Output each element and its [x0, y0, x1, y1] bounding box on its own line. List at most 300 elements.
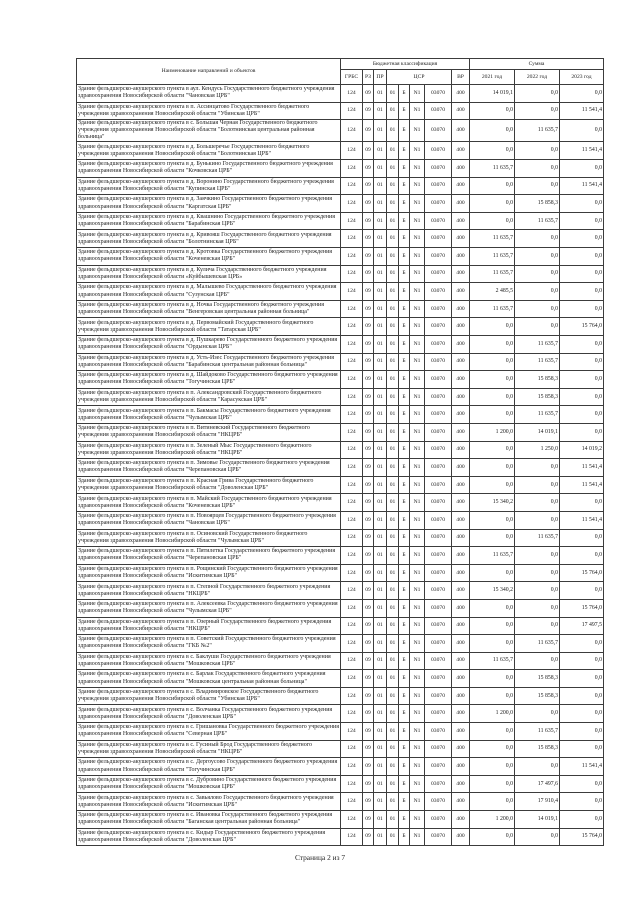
vr-cell: 400	[452, 353, 470, 371]
csr-subprogram-cell: Б	[399, 476, 410, 494]
vr-cell: 400	[452, 723, 470, 741]
object-name-cell: Здание фельдшерско-акушерского пункта в п. Озерный Государственного бюджетного учреждения здравоохранения Новосибирской области "НКЦРБ"	[77, 617, 341, 635]
csr-direction-cell: 03070	[425, 511, 452, 529]
amount-2021-cell: 11 635,7	[470, 160, 515, 178]
table-row	[77, 723, 604, 741]
csr-program-cell: 01	[387, 388, 399, 406]
amount-2021-cell: 1 200,0	[470, 423, 515, 441]
csr-direction-cell: 03070	[425, 582, 452, 600]
amount-2023-cell: 0,0	[560, 547, 604, 565]
csr-subprogram-cell: Б	[399, 102, 410, 120]
object-name-cell: Здание фельдшерско-акушерского пункта в д. Первомайский Государственного бюджетного учреждения здравоохранения Новосибирской области "Татарская ЦРБ"	[77, 318, 341, 336]
amount-2022-cell: 0,0	[515, 230, 560, 248]
amount-2023-cell: 11 541,4	[560, 511, 604, 529]
amount-2022-cell: 14 019,1	[515, 423, 560, 441]
amount-2021-cell: 0,0	[470, 441, 515, 459]
grbs-cell: 124	[341, 283, 363, 301]
csr-project-cell: N1	[410, 582, 425, 600]
rz-cell: 09	[363, 406, 374, 424]
csr-program-cell: 01	[387, 635, 399, 653]
object-name-cell: Здание фельдшерско-акушерского пункта в п. Бакмасы Государственного бюджетного учреждения здравоохранения Новосибирской области "Чулымская ЦРБ"	[77, 406, 341, 424]
object-name-cell: Здание фельдшерско-акушерского пункта в д. Квашнино Государственного бюджетного учреждения здравоохранения Новосибирской области "Барабинская ЦРБ"	[77, 212, 341, 230]
csr-program-cell: 01	[387, 160, 399, 178]
amount-2022-cell: 15 858,3	[515, 740, 560, 758]
csr-subprogram-cell: Б	[399, 687, 410, 705]
csr-subprogram-cell: Б	[399, 406, 410, 424]
column-header-grbs: ГРБС	[341, 70, 363, 85]
grbs-cell: 124	[341, 160, 363, 178]
amount-2023-cell: 0,0	[560, 740, 604, 758]
rz-cell: 09	[363, 599, 374, 617]
grbs-cell: 124	[341, 511, 363, 529]
table-row	[77, 195, 604, 213]
amount-2023-cell: 0,0	[560, 388, 604, 406]
rz-cell: 09	[363, 318, 374, 336]
amount-2021-cell: 11 635,7	[470, 652, 515, 670]
amount-2023-cell: 0,0	[560, 687, 604, 705]
csr-direction-cell: 03070	[425, 265, 452, 283]
table-row	[77, 142, 604, 160]
table-row	[77, 85, 604, 103]
csr-subprogram-cell: Б	[399, 336, 410, 354]
amount-2023-cell: 0,0	[560, 652, 604, 670]
csr-project-cell: N1	[410, 423, 425, 441]
table-row	[77, 599, 604, 617]
csr-project-cell: N1	[410, 811, 425, 829]
rz-cell: 09	[363, 248, 374, 266]
amount-2021-cell: 0,0	[470, 740, 515, 758]
csr-direction-cell: 03070	[425, 564, 452, 582]
csr-project-cell: N1	[410, 723, 425, 741]
object-name-cell: Здание фельдшерско-акушерского пункта в д. Воронино Государственного бюджетного учреждения здравоохранения Новосибирской области "Купинская ЦРБ"	[77, 177, 341, 195]
csr-subprogram-cell: Б	[399, 160, 410, 178]
table-row	[77, 547, 604, 565]
vr-cell: 400	[452, 582, 470, 600]
rz-cell: 09	[363, 740, 374, 758]
pr-cell: 01	[374, 265, 387, 283]
amount-2021-cell: 0,0	[470, 775, 515, 793]
amount-2021-cell: 0,0	[470, 529, 515, 547]
amount-2022-cell: 0,0	[515, 265, 560, 283]
object-name-cell: Здание фельдшерско-акушерского пункта в д. Большеречье Государственного бюджетного учреждения здравоохранения Новосибирской области "Болотнинская ЦРБ"	[77, 142, 341, 160]
object-name-cell: Здание фельдшерско-акушерского пункта в п. Рощинский Государственного бюджетного учреждения здравоохранения Новосибирской области "Искитимская ЦРБ"	[77, 564, 341, 582]
pr-cell: 01	[374, 336, 387, 354]
vr-cell: 400	[452, 811, 470, 829]
csr-subprogram-cell: Б	[399, 459, 410, 477]
csr-subprogram-cell: Б	[399, 265, 410, 283]
csr-direction-cell: 03070	[425, 248, 452, 266]
grbs-cell: 124	[341, 564, 363, 582]
csr-subprogram-cell: Б	[399, 85, 410, 103]
object-name-cell: Здание фельдшерско-акушерского пункта в с. Волчанка Государственного бюджетного учреждения здравоохранения Новосибирской области "Доволенская ЦРБ"	[77, 705, 341, 723]
rz-cell: 09	[363, 459, 374, 477]
object-name-cell: Здание фельдшерско-акушерского пункта в д. Усть-Изес Государственного бюджетного учреждения здравоохранения Новосибирской области "Барабинская центральная районная больница"	[77, 353, 341, 371]
table-row	[77, 406, 604, 424]
csr-subprogram-cell: Б	[399, 582, 410, 600]
amount-2023-cell: 15 764,0	[560, 318, 604, 336]
amount-2023-cell: 0,0	[560, 230, 604, 248]
csr-subprogram-cell: Б	[399, 318, 410, 336]
pr-cell: 01	[374, 652, 387, 670]
object-name-cell: Здание фельдшерско-акушерского пункта в п. Александровский Государственного бюджетного учреждения здравоохранения Новосибирской области "Карасукская ЦРБ"	[77, 388, 341, 406]
pr-cell: 01	[374, 511, 387, 529]
vr-cell: 400	[452, 670, 470, 688]
amount-2023-cell: 0,0	[560, 283, 604, 301]
amount-2022-cell: 0,0	[515, 599, 560, 617]
object-name-cell: Здание фельдшерско-акушерского пункта в д. Кротовка Государственного бюджетного учреждения здравоохранения Новосибирской области "Коченевская ЦРБ"	[77, 248, 341, 266]
rz-cell: 09	[363, 120, 374, 142]
csr-project-cell: N1	[410, 758, 425, 776]
csr-direction-cell: 03070	[425, 775, 452, 793]
pr-cell: 01	[374, 670, 387, 688]
grbs-cell: 124	[341, 371, 363, 389]
amount-2021-cell: 0,0	[470, 828, 515, 846]
amount-2022-cell: 0,0	[515, 85, 560, 103]
pr-cell: 01	[374, 599, 387, 617]
table-row	[77, 459, 604, 477]
object-name-cell: Здание фельдшерско-акушерского пункта в п. Алексеевка Государственного бюджетного учреждения здравоохранения Новосибирской области "Чулымская ЦРБ"	[77, 599, 341, 617]
csr-project-cell: N1	[410, 599, 425, 617]
table-row	[77, 705, 604, 723]
amount-2021-cell: 0,0	[470, 195, 515, 213]
csr-project-cell: N1	[410, 459, 425, 477]
amount-2022-cell: 0,0	[515, 102, 560, 120]
csr-subprogram-cell: Б	[399, 195, 410, 213]
csr-subprogram-cell: Б	[399, 599, 410, 617]
amount-2022-cell: 0,0	[515, 494, 560, 512]
vr-cell: 400	[452, 635, 470, 653]
rz-cell: 09	[363, 758, 374, 776]
csr-subprogram-cell: Б	[399, 388, 410, 406]
amount-2021-cell: 0,0	[470, 212, 515, 230]
csr-program-cell: 01	[387, 248, 399, 266]
table-row	[77, 177, 604, 195]
column-header-sum: Сумма	[470, 59, 604, 70]
rz-cell: 09	[363, 582, 374, 600]
pr-cell: 01	[374, 177, 387, 195]
csr-direction-cell: 03070	[425, 371, 452, 389]
csr-project-cell: N1	[410, 705, 425, 723]
rz-cell: 09	[363, 336, 374, 354]
object-name-cell: Здание фельдшерско-акушерского пункта в п. Зеленый Мыс Государственного бюджетного учреждения здравоохранения Новосибирской области "НКЦРБ"	[77, 441, 341, 459]
rz-cell: 09	[363, 511, 374, 529]
csr-project-cell: N1	[410, 564, 425, 582]
amount-2023-cell: 0,0	[560, 793, 604, 811]
csr-project-cell: N1	[410, 160, 425, 178]
csr-subprogram-cell: Б	[399, 564, 410, 582]
vr-cell: 400	[452, 547, 470, 565]
csr-subprogram-cell: Б	[399, 793, 410, 811]
amount-2023-cell: 0,0	[560, 705, 604, 723]
csr-subprogram-cell: Б	[399, 635, 410, 653]
amount-2021-cell: 0,0	[470, 120, 515, 142]
column-header-vr: ВР	[452, 70, 470, 85]
amount-2022-cell: 0,0	[515, 248, 560, 266]
vr-cell: 400	[452, 160, 470, 178]
amount-2023-cell: 15 764,0	[560, 599, 604, 617]
vr-cell: 400	[452, 212, 470, 230]
amount-2022-cell: 11 635,7	[515, 723, 560, 741]
amount-2023-cell: 0,0	[560, 582, 604, 600]
amount-2021-cell: 15 340,2	[470, 494, 515, 512]
csr-direction-cell: 03070	[425, 102, 452, 120]
csr-project-cell: N1	[410, 120, 425, 142]
vr-cell: 400	[452, 652, 470, 670]
rz-cell: 09	[363, 723, 374, 741]
csr-project-cell: N1	[410, 300, 425, 318]
grbs-cell: 124	[341, 300, 363, 318]
amount-2021-cell: 11 635,7	[470, 547, 515, 565]
csr-direction-cell: 03070	[425, 687, 452, 705]
amount-2023-cell: 0,0	[560, 195, 604, 213]
csr-program-cell: 01	[387, 740, 399, 758]
grbs-cell: 124	[341, 652, 363, 670]
csr-project-cell: N1	[410, 740, 425, 758]
rz-cell: 09	[363, 371, 374, 389]
csr-program-cell: 01	[387, 142, 399, 160]
amount-2022-cell: 15 858,3	[515, 371, 560, 389]
rz-cell: 09	[363, 353, 374, 371]
pr-cell: 01	[374, 793, 387, 811]
csr-project-cell: N1	[410, 230, 425, 248]
amount-2021-cell: 0,0	[470, 353, 515, 371]
amount-2023-cell: 0,0	[560, 406, 604, 424]
grbs-cell: 124	[341, 547, 363, 565]
object-name-cell: Здание фельдшерско-акушерского пункта в п. Пятилетка Государственного бюджетного учреждения здравоохранения Новосибирской области "Черепановская ЦРБ"	[77, 547, 341, 565]
csr-program-cell: 01	[387, 599, 399, 617]
amount-2023-cell: 0,0	[560, 529, 604, 547]
pr-cell: 01	[374, 494, 387, 512]
grbs-cell: 124	[341, 102, 363, 120]
csr-program-cell: 01	[387, 406, 399, 424]
amount-2023-cell: 0,0	[560, 811, 604, 829]
table-row	[77, 476, 604, 494]
csr-subprogram-cell: Б	[399, 423, 410, 441]
csr-project-cell: N1	[410, 687, 425, 705]
csr-project-cell: N1	[410, 635, 425, 653]
grbs-cell: 124	[341, 336, 363, 354]
csr-program-cell: 01	[387, 85, 399, 103]
amount-2022-cell: 0,0	[515, 758, 560, 776]
amount-2023-cell: 0,0	[560, 423, 604, 441]
csr-project-cell: N1	[410, 476, 425, 494]
column-header-rz: РЗ	[363, 70, 374, 85]
csr-project-cell: N1	[410, 775, 425, 793]
pr-cell: 01	[374, 582, 387, 600]
vr-cell: 400	[452, 775, 470, 793]
csr-subprogram-cell: Б	[399, 758, 410, 776]
csr-project-cell: N1	[410, 828, 425, 846]
vr-cell: 400	[452, 758, 470, 776]
table-row	[77, 318, 604, 336]
pr-cell: 01	[374, 617, 387, 635]
csr-program-cell: 01	[387, 353, 399, 371]
vr-cell: 400	[452, 564, 470, 582]
csr-direction-cell: 03070	[425, 459, 452, 477]
csr-project-cell: N1	[410, 494, 425, 512]
csr-direction-cell: 03070	[425, 195, 452, 213]
csr-program-cell: 01	[387, 120, 399, 142]
csr-direction-cell: 03070	[425, 283, 452, 301]
amount-2022-cell: 0,0	[515, 142, 560, 160]
amount-2023-cell: 11 541,4	[560, 102, 604, 120]
pr-cell: 01	[374, 459, 387, 477]
pr-cell: 01	[374, 142, 387, 160]
grbs-cell: 124	[341, 142, 363, 160]
grbs-cell: 124	[341, 670, 363, 688]
rz-cell: 09	[363, 547, 374, 565]
csr-direction-cell: 03070	[425, 652, 452, 670]
csr-program-cell: 01	[387, 687, 399, 705]
amount-2021-cell: 1 200,0	[470, 705, 515, 723]
csr-program-cell: 01	[387, 617, 399, 635]
csr-direction-cell: 03070	[425, 758, 452, 776]
table-row	[77, 336, 604, 354]
object-name-cell: Здание фельдшерско-акушерского пункта в д. Малышево Государственного бюджетного учреждения здравоохранения Новосибирской области "Сузунская ЦРБ"	[77, 283, 341, 301]
amount-2022-cell: 0,0	[515, 547, 560, 565]
rz-cell: 09	[363, 494, 374, 512]
grbs-cell: 124	[341, 441, 363, 459]
amount-2021-cell: 0,0	[470, 406, 515, 424]
grbs-cell: 124	[341, 318, 363, 336]
csr-project-cell: N1	[410, 529, 425, 547]
amount-2023-cell: 0,0	[560, 670, 604, 688]
csr-program-cell: 01	[387, 529, 399, 547]
column-header-csr: ЦСР	[387, 70, 452, 85]
table-row	[77, 160, 604, 178]
column-header-2023: 2023 год	[560, 70, 604, 85]
object-name-cell: Здание фельдшерско-акушерского пункта в п. Осиновский Государственного бюджетного учреждения здравоохранения Новосибирской области "Чулымская ЦРБ"	[77, 529, 341, 547]
vr-cell: 400	[452, 740, 470, 758]
csr-subprogram-cell: Б	[399, 652, 410, 670]
vr-cell: 400	[452, 388, 470, 406]
amount-2021-cell: 0,0	[470, 564, 515, 582]
object-name-cell: Здание фельдшерско-акушерского пункта в п. Витиневский Государственного бюджетного учреждения здравоохранения Новосибирской области "НКЦРБ"	[77, 423, 341, 441]
amount-2022-cell: 0,0	[515, 617, 560, 635]
amount-2022-cell: 17 910,4	[515, 793, 560, 811]
amount-2023-cell: 0,0	[560, 723, 604, 741]
csr-subprogram-cell: Б	[399, 283, 410, 301]
amount-2021-cell: 11 635,7	[470, 265, 515, 283]
table-row	[77, 793, 604, 811]
csr-subprogram-cell: Б	[399, 529, 410, 547]
table-row	[77, 248, 604, 266]
grbs-cell: 124	[341, 705, 363, 723]
pr-cell: 01	[374, 423, 387, 441]
csr-program-cell: 01	[387, 336, 399, 354]
rz-cell: 09	[363, 142, 374, 160]
grbs-cell: 124	[341, 723, 363, 741]
column-header-name: Наименование направлений и объектов	[77, 59, 341, 85]
csr-project-cell: N1	[410, 547, 425, 565]
grbs-cell: 124	[341, 459, 363, 477]
amount-2022-cell: 15 858,3	[515, 687, 560, 705]
grbs-cell: 124	[341, 529, 363, 547]
pr-cell: 01	[374, 758, 387, 776]
grbs-cell: 124	[341, 758, 363, 776]
grbs-cell: 124	[341, 582, 363, 600]
pr-cell: 01	[374, 529, 387, 547]
amount-2023-cell: 11 541,4	[560, 476, 604, 494]
amount-2023-cell: 0,0	[560, 85, 604, 103]
csr-program-cell: 01	[387, 212, 399, 230]
csr-project-cell: N1	[410, 388, 425, 406]
object-name-cell: Здание фельдшерско-акушерского пункта в п. Майский Государственного бюджетного учреждения здравоохранения Новосибирской области "Коченевская ЦРБ"	[77, 494, 341, 512]
grbs-cell: 124	[341, 248, 363, 266]
csr-project-cell: N1	[410, 670, 425, 688]
amount-2023-cell: 17 497,5	[560, 617, 604, 635]
csr-project-cell: N1	[410, 212, 425, 230]
table-row	[77, 494, 604, 512]
rz-cell: 09	[363, 564, 374, 582]
csr-subprogram-cell: Б	[399, 775, 410, 793]
amount-2022-cell: 11 635,7	[515, 529, 560, 547]
object-name-cell: Здание фельдшерско-акушерского пункта в с. Дубровино Государственного бюджетного учреждения здравоохранения Новосибирской области "Мошковская ЦРБ"	[77, 775, 341, 793]
grbs-cell: 124	[341, 230, 363, 248]
amount-2022-cell: 11 635,7	[515, 120, 560, 142]
vr-cell: 400	[452, 177, 470, 195]
csr-direction-cell: 03070	[425, 423, 452, 441]
csr-project-cell: N1	[410, 85, 425, 103]
csr-program-cell: 01	[387, 423, 399, 441]
amount-2021-cell: 0,0	[470, 723, 515, 741]
amount-2021-cell: 0,0	[470, 102, 515, 120]
csr-direction-cell: 03070	[425, 705, 452, 723]
object-name-cell: Здание фельдшерско-акушерского пункта в д. Бунькино Государственного бюджетного учреждения здравоохранения Новосибирской области "Кочковская ЦРБ"	[77, 160, 341, 178]
vr-cell: 400	[452, 371, 470, 389]
rz-cell: 09	[363, 775, 374, 793]
pr-cell: 01	[374, 248, 387, 266]
grbs-cell: 124	[341, 811, 363, 829]
table-row	[77, 775, 604, 793]
csr-program-cell: 01	[387, 441, 399, 459]
object-name-cell: Здание фельдшерско-акушерского пункта в с. Гришановка Государственного бюджетного учреждения здравоохранения Новосибирской области "Северная ЦРБ"	[77, 723, 341, 741]
amount-2023-cell: 11 541,4	[560, 177, 604, 195]
amount-2022-cell: 0,0	[515, 828, 560, 846]
amount-2022-cell: 11 635,7	[515, 406, 560, 424]
pr-cell: 01	[374, 195, 387, 213]
table-header	[77, 59, 604, 85]
pr-cell: 01	[374, 318, 387, 336]
table-row	[77, 687, 604, 705]
grbs-cell: 124	[341, 494, 363, 512]
grbs-cell: 124	[341, 406, 363, 424]
csr-program-cell: 01	[387, 582, 399, 600]
amount-2022-cell: 0,0	[515, 318, 560, 336]
table-row	[77, 230, 604, 248]
csr-subprogram-cell: Б	[399, 353, 410, 371]
csr-direction-cell: 03070	[425, 476, 452, 494]
pr-cell: 01	[374, 371, 387, 389]
amount-2021-cell: 0,0	[470, 318, 515, 336]
amount-2022-cell: 0,0	[515, 582, 560, 600]
amount-2021-cell: 0,0	[470, 758, 515, 776]
object-name-cell: Здание фельдшерско-акушерского пункта в д. Кулича Государственного бюджетного учреждения здравоохранения Новосибирской области «Куйбышевская ЦРБ»	[77, 265, 341, 283]
amount-2022-cell: 0,0	[515, 476, 560, 494]
amount-2022-cell: 11 635,7	[515, 353, 560, 371]
object-name-cell: Здание фельдшерско-акушерского пункта в с. Дергоусово Государственного бюджетного учреждения здравоохранения Новосибирской области "Тогучинская ЦРБ"	[77, 758, 341, 776]
rz-cell: 09	[363, 230, 374, 248]
csr-project-cell: N1	[410, 793, 425, 811]
csr-program-cell: 01	[387, 670, 399, 688]
object-name-cell: Здание фельдшерско-акушерского пункта в п. Советский Государственного бюджетного учреждения здравоохранения Новосибирской области "ГКБ №2"	[77, 635, 341, 653]
table-row	[77, 828, 604, 846]
rz-cell: 09	[363, 617, 374, 635]
object-name-cell: Здание фельдшерско-акушерского пункта в д. Ночка Государственного бюджетного учреждения здравоохранения Новосибирской области "Венгеровская центральная районная больница"	[77, 300, 341, 318]
vr-cell: 400	[452, 120, 470, 142]
csr-direction-cell: 03070	[425, 336, 452, 354]
csr-direction-cell: 03070	[425, 547, 452, 565]
